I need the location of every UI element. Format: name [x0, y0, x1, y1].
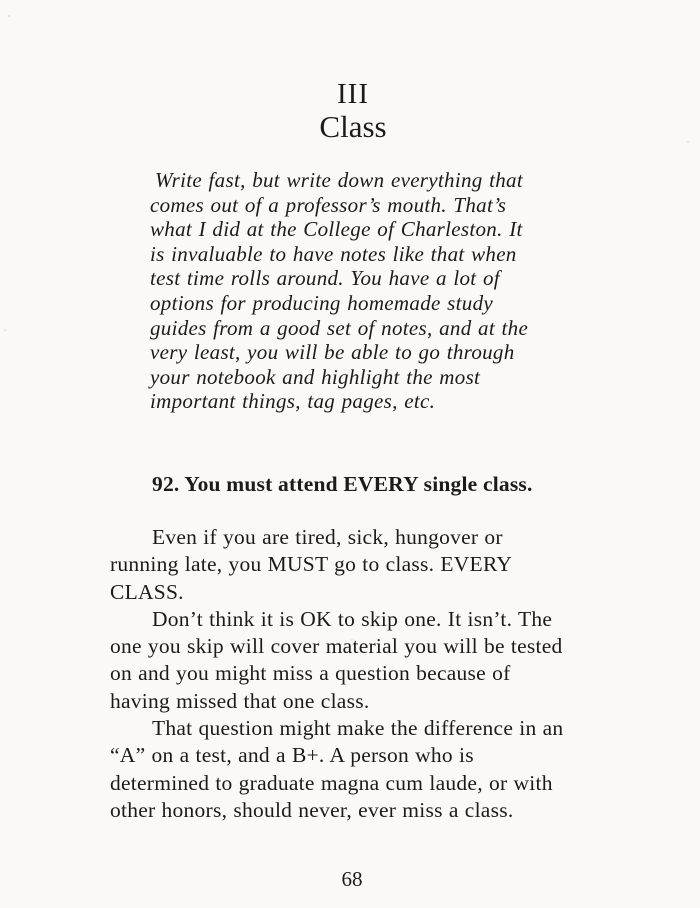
epigraph-line: Write fast, but write down everything that — [155, 168, 523, 192]
body-line: having missed that one class. — [110, 688, 370, 713]
chapter-title: Class — [319, 109, 387, 144]
epigraph-line: important things, tag pages, etc. — [150, 389, 436, 414]
epigraph-line: your notebook and highlight the most — [150, 364, 481, 389]
body-line: on and you might miss a question because of — [110, 661, 511, 686]
epigraph-line: is invaluable to have notes like that when — [150, 241, 517, 266]
body-line: running late, you MUST go to class. EVERY — [110, 552, 513, 577]
page-number: 68 — [341, 867, 363, 891]
epigraph-line: guides from a good set of notes, and at the — [150, 315, 529, 340]
body-text — [110, 524, 640, 824]
epigraph-line: what I did at the College of Charleston. It — [150, 217, 523, 242]
body-line: “A” on a test, and a B+. A person who is — [110, 743, 474, 768]
epigraph-line: very least, you will be able to go through — [150, 340, 515, 365]
body-line: CLASS. — [110, 579, 184, 604]
epigraph-quote — [150, 168, 590, 414]
chapter-number: III — [337, 78, 369, 110]
epigraph-line: options for producing homemade study — [150, 290, 493, 315]
section-heading: 92. You must attend EVERY single class. — [152, 472, 533, 496]
body-line: other honors, should never, ever miss a class. — [110, 797, 514, 822]
body-line: one you skip will cover material you will be tested — [110, 634, 563, 659]
body-line: Even if you are tired, sick, hungover or — [152, 525, 503, 549]
epigraph-line: comes out of a professor’s mouth. That’s — [150, 192, 507, 217]
body-line: determined to graduate magna cum laude, or with — [110, 770, 553, 795]
body-line: Don’t think it is OK to skip one. It isn’t. The — [152, 606, 553, 631]
body-line: That question might make the difference in an — [152, 716, 564, 741]
epigraph-line: test time rolls around. You have a lot of — [150, 266, 500, 291]
